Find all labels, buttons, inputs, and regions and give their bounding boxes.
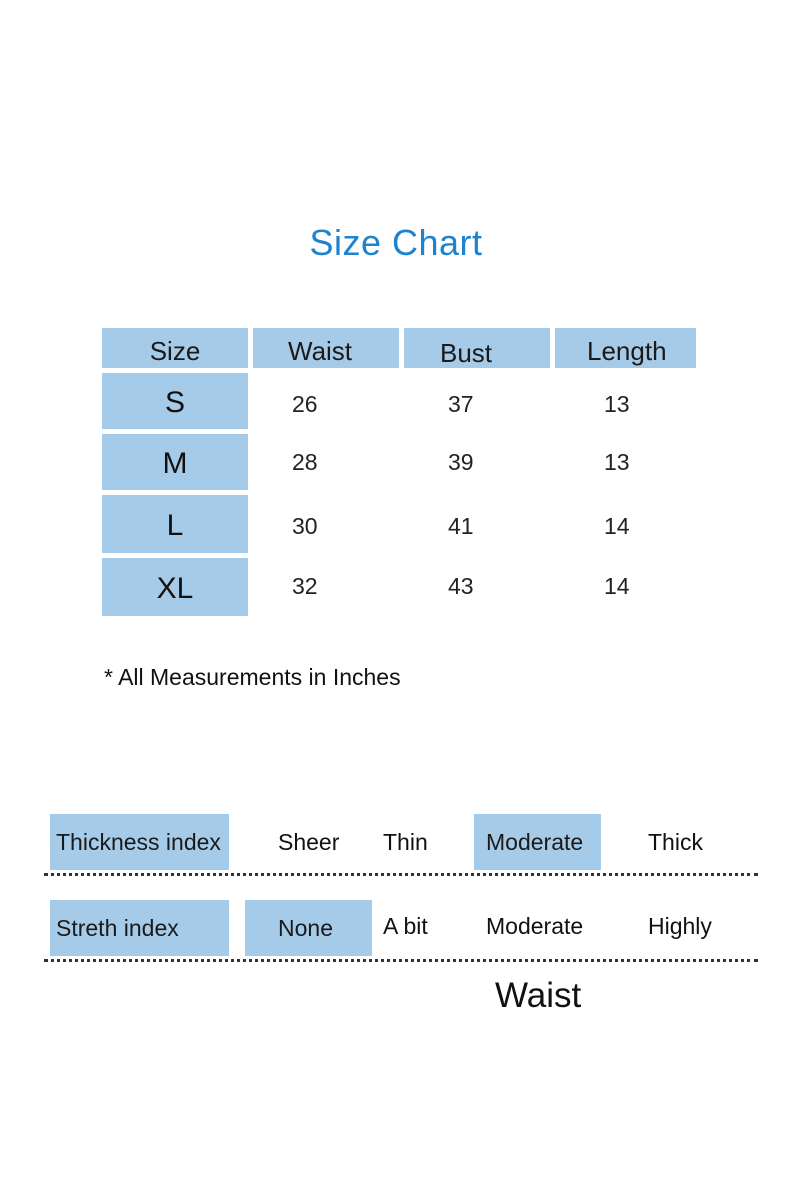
table-cell-bust: 43 <box>448 572 474 599</box>
stretch-index-label: Streth index <box>50 900 229 956</box>
table-cell-bust: 39 <box>448 448 474 475</box>
divider <box>44 959 758 962</box>
thickness-option-thick: Thick <box>648 828 703 855</box>
measurement-note: * All Measurements in Inches <box>104 664 401 690</box>
table-cell-waist: 26 <box>292 390 318 417</box>
thickness-option-thin: Thin <box>383 828 428 855</box>
stretch-option-none-selected: None <box>245 900 372 956</box>
column-header-size: Size <box>102 328 248 368</box>
column-header-waist: Waist <box>253 328 399 368</box>
bottom-label: Waist <box>495 976 582 1015</box>
table-cell-length: 14 <box>604 572 630 599</box>
size-cell-s: S <box>102 373 248 429</box>
table-cell-length: 14 <box>604 512 630 539</box>
table-cell-bust: 37 <box>448 390 474 417</box>
thickness-index-label: Thickness index <box>50 814 229 870</box>
divider <box>44 873 758 876</box>
thickness-option-moderate-selected: Moderate <box>474 814 601 870</box>
stretch-option-moderate: Moderate <box>486 912 584 939</box>
size-cell-xl: XL <box>102 558 248 616</box>
size-cell-l: L <box>102 495 248 553</box>
size-cell-m: M <box>102 434 248 490</box>
column-header-length: Length <box>555 328 696 368</box>
thickness-option-sheer: Sheer <box>278 828 340 855</box>
table-cell-length: 13 <box>604 448 630 475</box>
table-cell-bust: 41 <box>448 512 474 539</box>
table-cell-length: 13 <box>604 390 630 417</box>
stretch-option-highly: Highly <box>648 912 712 939</box>
table-cell-waist: 32 <box>292 572 318 599</box>
column-header-bust: Bust <box>404 328 550 368</box>
page-title: Size Chart <box>309 222 483 263</box>
table-cell-waist: 30 <box>292 512 318 539</box>
stretch-option-a-bit: A bit <box>383 912 428 939</box>
table-cell-waist: 28 <box>292 448 318 475</box>
